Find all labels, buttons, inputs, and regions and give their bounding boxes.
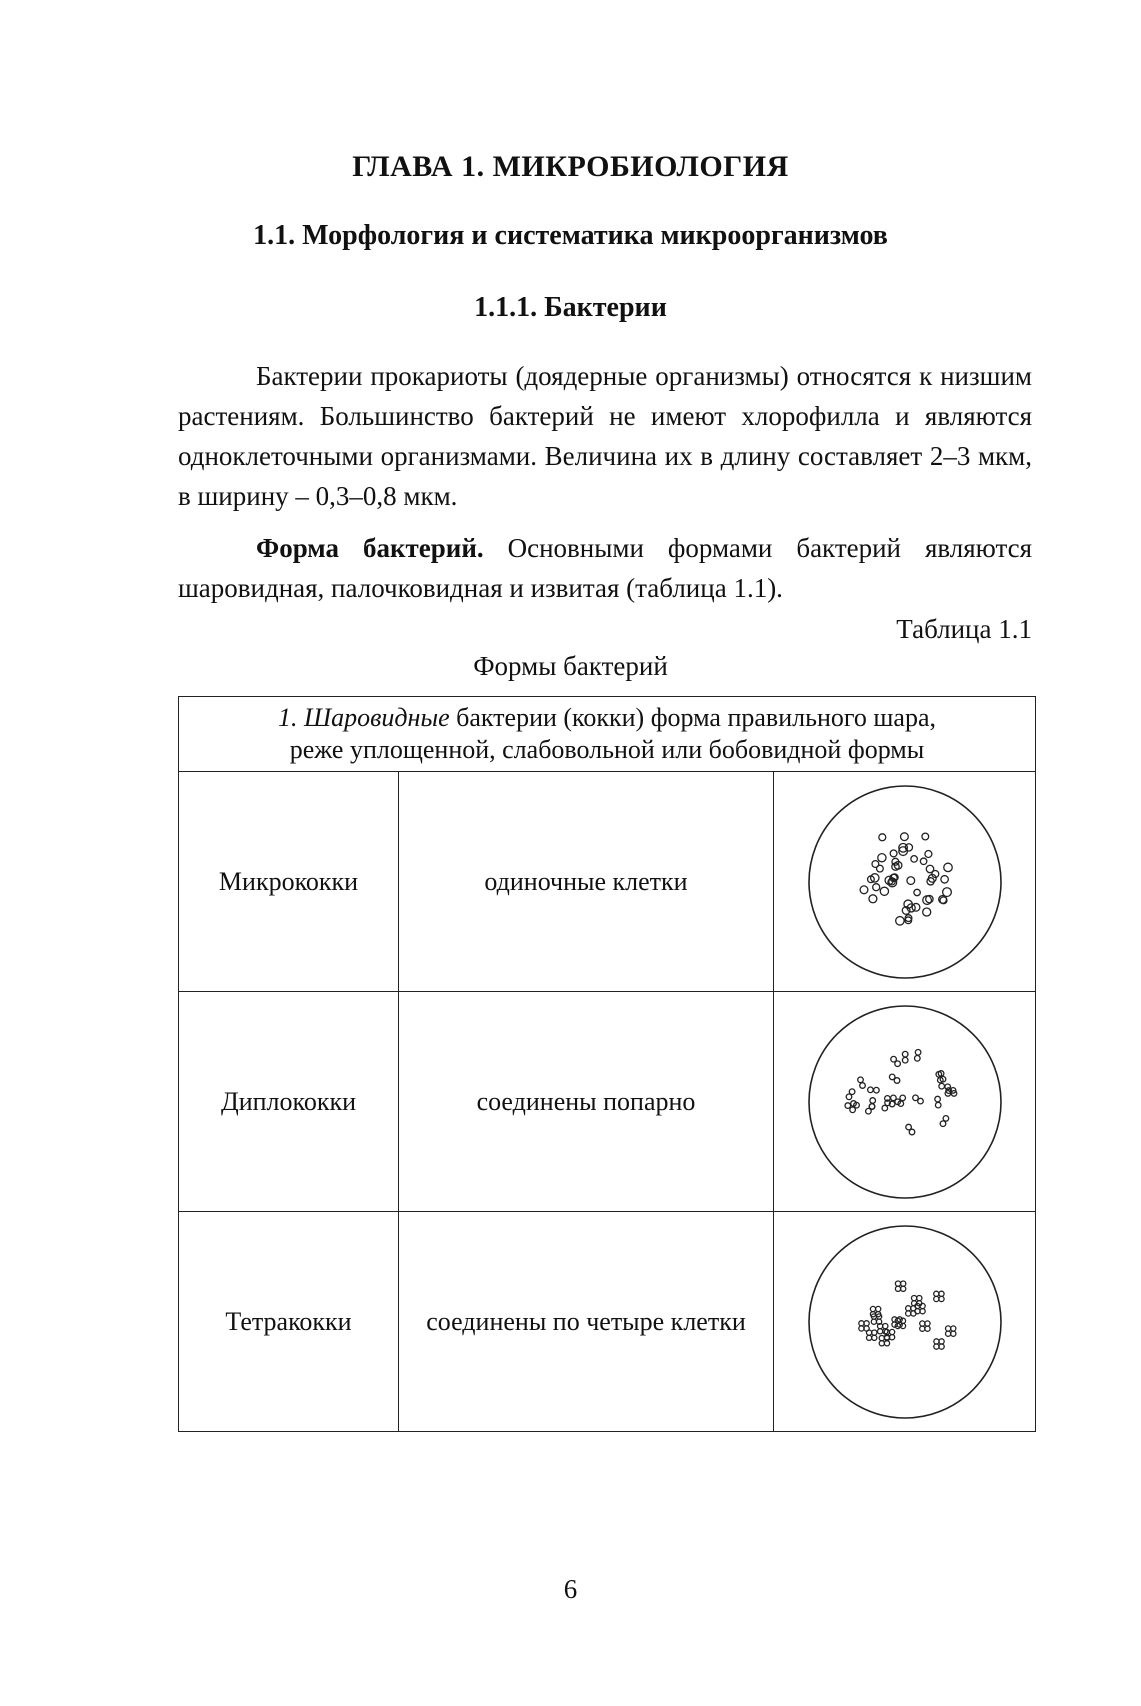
- bacterium-cell: [869, 1097, 875, 1103]
- table-header-line2: реже уплощенной, слабовольной или бобовидной формы: [289, 735, 925, 764]
- row-name: Тетракокки: [179, 1212, 399, 1432]
- table-header-cell: [179, 697, 1036, 772]
- bacterium-cell: [871, 1319, 876, 1324]
- bacterium-cell: [911, 1295, 916, 1300]
- bacterium-cell: [920, 1308, 925, 1313]
- bacterium-cell: [905, 1124, 911, 1130]
- bacterium-cell: [879, 1335, 884, 1340]
- bacterium-cell: [868, 894, 876, 902]
- bacterium-cell: [939, 1338, 944, 1343]
- bacterium-cell: [944, 1084, 950, 1090]
- table-label: Таблица 1.1: [896, 614, 1032, 644]
- chapter-title: ГЛАВА 1. МИКРОБИОЛОГИЯ: [352, 150, 789, 183]
- bacterium-cell: [919, 1326, 924, 1331]
- bacteria-forms-table: [178, 696, 1036, 1432]
- bacterium-cell: [914, 1055, 920, 1061]
- bacterium-cell: [879, 1340, 884, 1345]
- bacterium-cell: [859, 1082, 865, 1088]
- bacterium-cell: [869, 1103, 875, 1109]
- paragraph-forms: [178, 528, 1032, 608]
- bacterium-cell: [890, 1095, 896, 1101]
- bacterium-cell: [895, 1281, 900, 1286]
- bacterium-cell: [916, 1295, 921, 1300]
- bacterium-cell: [890, 1056, 896, 1062]
- bacterium-cell: [864, 1320, 869, 1325]
- row-name: Микрококки: [179, 772, 399, 992]
- bacterium-cell: [934, 1096, 940, 1102]
- bacterium-cell: [877, 1328, 882, 1333]
- tetracocci-microscope-field: [805, 1222, 1005, 1422]
- bacterium-cell: [867, 1087, 873, 1093]
- table-row: [179, 1212, 1036, 1432]
- bacterium-cell: [866, 1335, 871, 1340]
- subsection-title: 1.1.1. Бактерии: [474, 292, 667, 323]
- bacterium-cell: [870, 1306, 875, 1311]
- bacterium-cell: [906, 876, 914, 884]
- bacterium-cell: [876, 865, 883, 872]
- bacterium-cell: [889, 1074, 895, 1080]
- bacterium-cell: [902, 1051, 908, 1057]
- micrococci-microscope-field: [805, 782, 1005, 982]
- bacterium-cell: [939, 1344, 944, 1349]
- bacterium-cell: [895, 1286, 900, 1291]
- bacterium-cell: [942, 887, 951, 896]
- bacterium-cell: [933, 1296, 938, 1301]
- bacterium-cell: [889, 1329, 894, 1334]
- bacterium-cell: [912, 1095, 918, 1101]
- bacterium-cell: [924, 850, 931, 857]
- bacterium-cell: [920, 858, 926, 864]
- bacterium-cell: [940, 1120, 946, 1126]
- paragraph-intro-text: Бактерии прокариоты (доядерные организмы) относятся к низшим растениям. Большинство бактерий не имеют хлорофилла и являются одноклеточными организмами. Величина их в длину составляет 2–3 мкм, в ширину – 0,3–0,8 мкм.: [178, 361, 1032, 511]
- bacterium-cell: [938, 1083, 944, 1089]
- bacterium-cell: [890, 849, 897, 856]
- bacterium-cell: [933, 1338, 938, 1343]
- paragraph-forms-body: Основными формами бактерий являются шаровидная, палочковидная и извитая (таблица 1.1).: [178, 533, 1033, 603]
- bacterium-cell: [926, 865, 933, 872]
- bacterium-cell: [860, 885, 868, 893]
- section-title: 1.1. Морфология и систематика микроорганизмов: [253, 220, 888, 251]
- bacterium-cell: [858, 1325, 863, 1330]
- bacterium-cell: [924, 1320, 929, 1325]
- table-header-italic: 1. Шаровидные: [278, 703, 450, 732]
- bacterium-cell: [889, 1334, 894, 1339]
- bacterium-cell: [872, 883, 879, 890]
- paragraph-forms-text: [178, 528, 1032, 608]
- bacterium-cell: [900, 1281, 905, 1286]
- bacterium-cell: [921, 833, 928, 840]
- bacterium-cell: [933, 1291, 938, 1296]
- diplococci-illustration: [774, 992, 1036, 1212]
- row-description: соединены попарно: [399, 992, 774, 1212]
- paragraph-intro: [178, 356, 1032, 516]
- table-row: [179, 772, 1036, 992]
- bacterium-cell: [873, 1087, 879, 1093]
- bacterium-cell: [924, 1326, 929, 1331]
- bacterium-cell: [880, 887, 888, 895]
- bacterium-cell: [902, 1057, 908, 1063]
- bacterium-cell: [899, 1095, 905, 1101]
- row-name: Диплококки: [179, 992, 399, 1212]
- bacterium-cell: [845, 1102, 851, 1108]
- bacterium-cell: [871, 1330, 876, 1335]
- bacterium-cell: [945, 1331, 950, 1336]
- page-number: 6: [563, 1574, 578, 1604]
- bacterium-cell: [882, 1323, 887, 1328]
- table-title: Формы бактерий: [473, 651, 668, 681]
- diplococci-microscope-field: [805, 1002, 1005, 1202]
- bacterium-cell: [950, 1325, 955, 1330]
- paragraph-forms-lead: Форма бактерий.: [256, 533, 484, 563]
- bacterium-cell: [877, 853, 885, 861]
- bacterium-cell: [849, 1088, 855, 1094]
- bacterium-cell: [891, 862, 898, 869]
- tetracocci-illustration: [774, 1212, 1036, 1432]
- bacterium-cell: [895, 916, 903, 924]
- bacterium-cell: [922, 907, 930, 915]
- bacterium-cell: [940, 875, 947, 882]
- bacterium-cell: [864, 1325, 869, 1330]
- bacterium-cell: [871, 1335, 876, 1340]
- bacterium-cell: [938, 1296, 943, 1301]
- bacterium-cell: [915, 1049, 921, 1055]
- bacterium-cell: [900, 1286, 905, 1291]
- bacterium-cell: [935, 1102, 941, 1108]
- bacterium-cell: [945, 1325, 950, 1330]
- bacterium-cell: [858, 1320, 863, 1325]
- micrococci-illustration: [774, 772, 1036, 992]
- bacterium-cell: [933, 1344, 938, 1349]
- bacterium-cell: [913, 889, 919, 895]
- bacterium-cell: [943, 1115, 949, 1121]
- bacterium-cell: [943, 863, 951, 871]
- bacterium-cell: [878, 833, 885, 840]
- bacterium-cell: [905, 1305, 910, 1310]
- table-row: [179, 992, 1036, 1212]
- bacterium-cell: [884, 1340, 889, 1345]
- row-description: одиночные клетки: [399, 772, 774, 992]
- bacterium-cell: [870, 873, 878, 881]
- bacterium-cell: [857, 1077, 863, 1083]
- bacterium-cell: [950, 1331, 955, 1336]
- bacterium-cell: [875, 1306, 880, 1311]
- bacterium-cell: [938, 1291, 943, 1296]
- bacterium-cell: [910, 855, 916, 861]
- bacterium-cell: [900, 832, 908, 840]
- row-description: соединены по четыре клетки: [399, 1212, 774, 1432]
- table-header-line1: бактерии (кокки) форма правильного шара,: [449, 703, 936, 732]
- bacterium-cell: [905, 1310, 910, 1315]
- bacterium-cell: [919, 1320, 924, 1325]
